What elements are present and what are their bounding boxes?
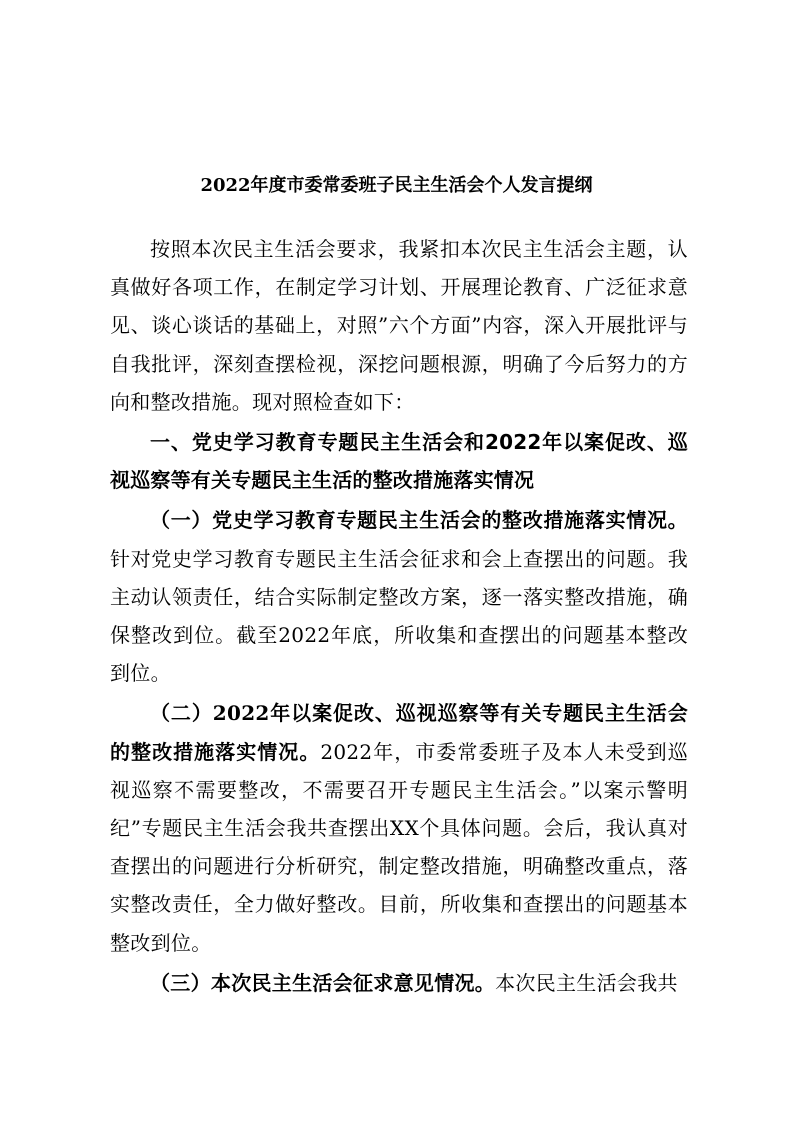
document-body <box>110 230 688 1004</box>
intro-paragraph: 按照本次民主生活会要求，我紧扣本次民主生活会主题，认真做好各项工作，在制定学习计划、开展理论教育、广泛征求意见、谈心谈话的基础上，对照”六个方面”内容，深入开展批评与自我批评，深刻查摆检视，深挖问题根源，明确了今后努力的方向和整改措施。现对照检查如下： <box>110 237 688 414</box>
section-1-item-1 <box>110 501 688 692</box>
item-3-text: 本次民主生活会我共 <box>495 970 678 995</box>
item-2-lead: （二）2022年以案促改、巡视巡察等有关专题民主生活会的整改措施落实情况。 <box>110 701 688 764</box>
section-1-item-3 <box>110 964 688 1002</box>
document-title: 2022年度市委常委班子民主生活会个人发言提纲 <box>200 175 593 196</box>
section-1-heading: 一、党史学习教育专题民主生活会和2022年以案促改、巡视巡察等有关专题民主生活的整改措施落实情况 <box>110 430 688 493</box>
item-2-text: 2022年，市委常委班子及本人未受到巡视巡察不需要整改，不需要召开专题民主生活会。”以案示警明纪”专题民主生活会我共查摆出XX个具体问题。会后，我认真对查摆出的问题进行分析研究，制定整改措施，明确整改重点，落实整改责任，全力做好整改。目前，所收集和查摆出的问题基本整改到位。 <box>110 739 688 955</box>
item-1-text: 针对党史学习教育专题民主生活会征求和会上查摆出的问题。我主动认领责任，结合实际制定整改方案，逐一落实整改措施，确保整改到位。截至2022年底，所收集和查摆出的问题基本整改到位。 <box>110 546 688 686</box>
section-1-item-2 <box>110 694 688 961</box>
item-1-lead: （一）党史学习教育专题民主生活会的整改措施落实情况。 <box>150 508 688 533</box>
item-3-lead: （三）本次民主生活会征求意见情况。 <box>150 970 496 995</box>
